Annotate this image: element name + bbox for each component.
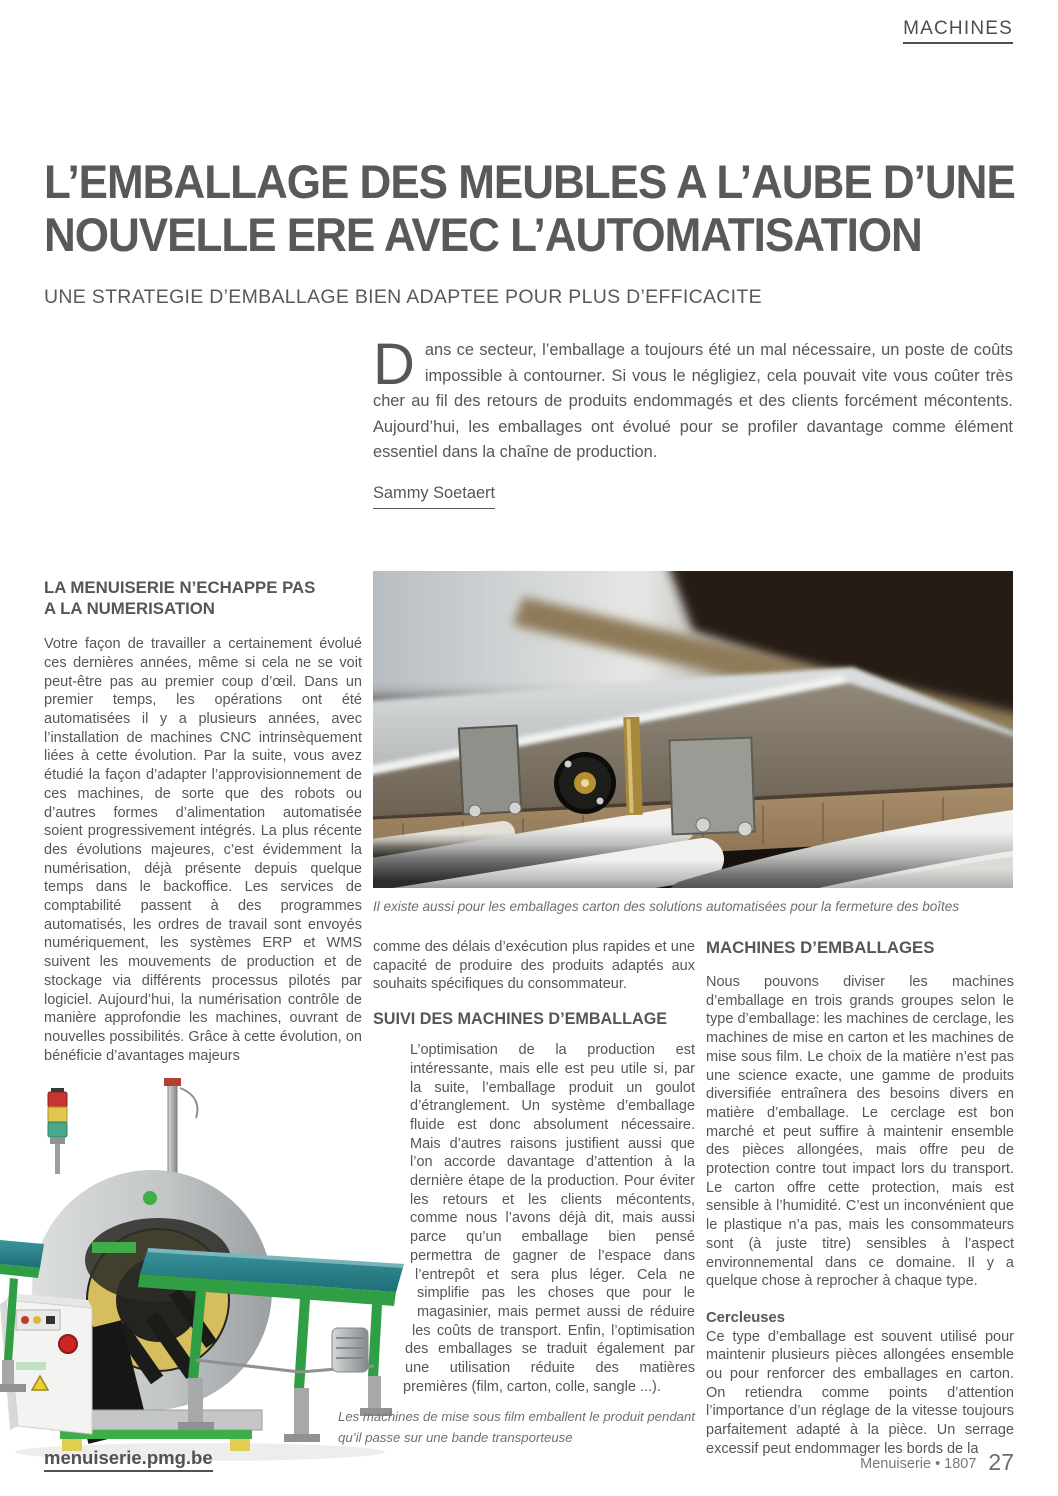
right-column-para2: Ce type d’emballage est souvent utilisé pour maintenir plusieurs pièces allongées ensemble ou pour renforcer des emballages en carton. On retiendra comme points d’attention l’importance d’un réglage de la vitesse toujours parfaitement adapté à la pièce. Un serrage excessif peut endommager les bords de la	[706, 1328, 1014, 1457]
footer-issue-number: 1807	[944, 1456, 977, 1472]
column-right	[706, 938, 1014, 1459]
middle-column-heading: SUIVI DES MACHINES D’EMBALLAGE	[373, 1010, 668, 1029]
right-column-para1: Nous pouvons diviser les machines d’emballage en trois grands groupes selon le type d’emballage: les machines de cerclage, les machines de mise en carton et les machines de mise sous film. Le choix de la matière n’est pas une science exacte, une gamme de produits diversifiée entraînera des besoins divers en matière d’emballage. Le cerclage est bon marché et peut suffire à maintenir ensemble des pièces allongées, mais offre peu de protection contre tout impact lors du transport. Le carton offre cette protection, mais est sensible à l’humidité. C’est un inconvénient que le plastique n’a pas, mais les consommateurs sont (à juste titre) sensibles à l’aspect environnemental dans ce domaine. Il y a quelque chose à reprocher à chaque type.	[706, 974, 1014, 1290]
column-left	[44, 578, 362, 1065]
conveyor-rollers-photo	[373, 571, 1013, 888]
photo-caption: Il existe aussi pour les emballages carton des solutions automatisées pour la fermeture des boîtes	[373, 899, 960, 914]
intro-block	[373, 332, 1013, 509]
author-byline: Sammy Soetaert	[373, 481, 495, 509]
drop-cap: D	[373, 332, 415, 397]
section-label: MACHINES	[903, 18, 1013, 44]
article-title	[44, 156, 1015, 262]
right-column-heading: MACHINES D’EMBALLAGES	[706, 938, 935, 957]
intro-text: ans ce secteur, l’emballage a toujours été un mal nécessaire, un poste de coûts impossible à contourner. Si vous le négligiez, cela pouvait vite vous coûter très cher au fil des retours de produits endommagés et des clients forcément mécontents. Aujourd’hui, les emballages ont évolué pour se profiler davantage comme élément essentiel dans la chaîne de production.	[373, 341, 1013, 462]
signal-tower-icon	[48, 1088, 67, 1174]
left-heading-line1: LA MENUISERIE N’ECHAPPE PAS	[44, 578, 316, 597]
left-column-heading	[44, 578, 362, 619]
middle-column-para2: L’optimisation de la production est intéressante, mais elle est peu utile si, par la suite, l’emballage produit un goulot d’étranglement. Un système d’emballage fluide est donc absolument nécessaire. Mais d’autres raisons justifient aussi que l’on accorde davantage d’attention à la dernière étape de la production. Pour éviter les retours et les clients mécontents, comme nous l’avons déjà dit, mais aussi parce qu’un emballage bien pensé permettra de gagner de l’espace dans l’entrepôt et sera plus léger. Cela ne simplifie pas les choses que pour le magasinier, mais permet aussi de réduire les coûts de transport. Enfin, l’optimisation des emballages se traduit également par une utilisation réduite des matières premières (film, carton, colle, sangle ...).	[403, 1042, 695, 1395]
page-number: 27	[988, 1449, 1014, 1475]
footer-magazine-name: Menuiserie	[860, 1456, 932, 1472]
machine-caption: Les machines de mise sous film emballent le produit pendant qu’il passe sur une bande transporteuse	[338, 1409, 695, 1445]
footer-separator: •	[935, 1456, 941, 1472]
footer-website-link[interactable]: menuiserie.pmg.be	[44, 1447, 213, 1472]
left-heading-line2: A LA NUMERISATION	[44, 598, 215, 618]
conveyor-rollers-photo-art	[373, 571, 1013, 888]
article-subtitle: UNE STRATEGIE D’EMBALLAGE BIEN ADAPTEE POUR PLUS D’EFFICACITE	[44, 286, 762, 308]
middle-column-para1: comme des délais d’exécution plus rapides et une capacité de produire des produits adaptés aux souhaits spécifiques du consommateur.	[373, 939, 695, 993]
right-column-subheading: Cercleuses	[706, 1309, 785, 1326]
article-title-line2: NOUVELLE ERE AVEC L’AUTOMATISATION	[44, 208, 922, 262]
footer-issue-info	[860, 1449, 1014, 1476]
article-title-line1: L’EMBALLAGE DES MEUBLES A L’AUBE D’UNE	[44, 156, 1015, 209]
intro-paragraph	[373, 332, 1013, 466]
left-column-body: Votre façon de travailler a certainement évolué ces dernières années, même si cela ne se voit peut-être pas au premier coup d’œil. Dans un premier temps, les opérations ont été automatisées il y a plusieurs années, avec l’installation de machines CNC intrinsèquement liées à cette évolution. Par la suite, vous avez étudié la façon d’adapter l’approvisionnement de ces machines, de sorte que des robots ou d’autres formes d’alimentation automatisée soient progressivement intégrés. La plus récente des évolutions majeures, c’est évidemment la numérisation, déjà présente depuis quelque temps dans le backoffice. Les services de comptabilité passent à des programmes automatisés, les ordres de travail sont envoyés numériquement, les systèmes ERP et WMS suivent les mouvements de production et de stockage via différents processus pilotés par logiciel. Aujourd’hui, la numérisation contrôle de manière approfondie les machines, ouvrant de nouvelles possibilités. Grâce à cette évolution, on bénéficie d’avantages majeurs	[44, 636, 362, 1064]
pulley-wheel	[554, 752, 616, 814]
